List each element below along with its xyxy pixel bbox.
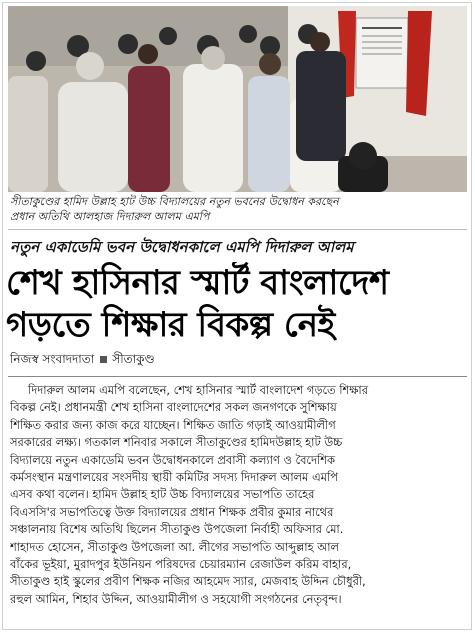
article-body [10, 382, 467, 608]
headline-line: গড়তে শিক্ষার বিকল্প নেই [6, 305, 335, 345]
body-line: বিকল্প নেই। প্রধানমন্ত্রী শেখ হাসিনা বাংলাদেশের সকল জনগণকে সুশিক্ষায় [10, 400, 337, 415]
body-line: সঞ্চালনায় বিশেষ অতিথি ছিলেন সীতাকুণ্ড উপজেলা নির্বাহী অফিসার মো. [10, 522, 344, 537]
headline-line: শেখ হাসিনার স্মার্ট বাংলাদেশ [6, 263, 389, 303]
photo-caption [10, 194, 465, 224]
kicker-subtitle: নতুন একাডেমি ভবন উদ্বোধনকালে এমপি দিদারুল আলম [10, 238, 354, 256]
article-photo [8, 6, 467, 192]
divider [8, 376, 467, 377]
photo-inauguration-illustration [8, 6, 467, 192]
divider [8, 229, 467, 230]
body-line: কর্মসংস্থান মন্ত্রণালয়ের সংসদীয় স্থায়ী কমিটির সদস্য দিদারুল আলম এমপি [10, 470, 338, 485]
body-line: সরকারের লক্ষ্য। গতকাল শনিবার সকালে সীতাকুণ্ডের হামিদউল্লাহ হাট উচ্চ [10, 435, 343, 450]
body-line: এসব কথা বলেন। হামিদ উল্লাহ হাট উচ্চ বিদ্যালয়ের সভাপতি তাহের [10, 487, 315, 502]
body-line: রহুল আমিন, শিহাব উদ্দিন, আওয়ামীলীগ ও সহযোগী সংগঠনের নেতৃবৃন্দ। [10, 591, 342, 606]
body-line: বিদ্যালয়ে নতুন একাডেমি ভবন উদ্বোধনকালে প্রবাসী কল্যাণ ও বৈদেশিক [10, 452, 335, 467]
byline-location: সীতাকুণ্ড [112, 352, 155, 366]
square-bullet-icon [100, 356, 107, 363]
headline [6, 262, 468, 346]
body-line: শাহাদত হোসেন, সীতাকুণ্ড উপজেলা আ. লীগের সভাপতি আব্দুল্লাহ আল [10, 539, 339, 554]
body-line: বিএসসি'র সভাপতিত্বে উক্ত বিদ্যালয়ের প্রধান শিক্ষক প্রবীর কুমার নাথের [10, 504, 334, 519]
body-line: সীতাকুণ্ড হাই স্কুলের প্রবীণ শিক্ষক নজির আহমেদ স্যার, মেজবাহ উদ্দিন চৌধুরী, [10, 574, 366, 589]
byline-reporter: নিজস্ব সংবাদদাতা [10, 352, 95, 366]
body-line: বাঁকের ভূইয়া, মুরাদপুর ইউনিয়ন পরিষদের চেয়ারম্যান রেজাউল করিম বাহার, [10, 557, 352, 572]
body-line: দিদারুল আলম এমপি বলেছেন, শেখ হাসিনার স্মার্ট বাংলাদেশ গড়তে শিক্ষার [28, 383, 368, 397]
caption-line: প্রধান অতিথি আলহাজ দিদারুল আলম এমপি [10, 210, 210, 223]
byline [10, 351, 465, 371]
body-line: শিক্ষিত করার জন্য কাজ করে যাচ্ছেন। শিক্ষিত জাতি গড়াই আওয়ামীলীগ [10, 417, 336, 432]
caption-line: সীতাকুণ্ডের হামিদ উল্লাহ হাট উচ্চ বিদ্যালয়ের নতুন ভবনের উদ্বোধন করছেন [10, 195, 339, 208]
